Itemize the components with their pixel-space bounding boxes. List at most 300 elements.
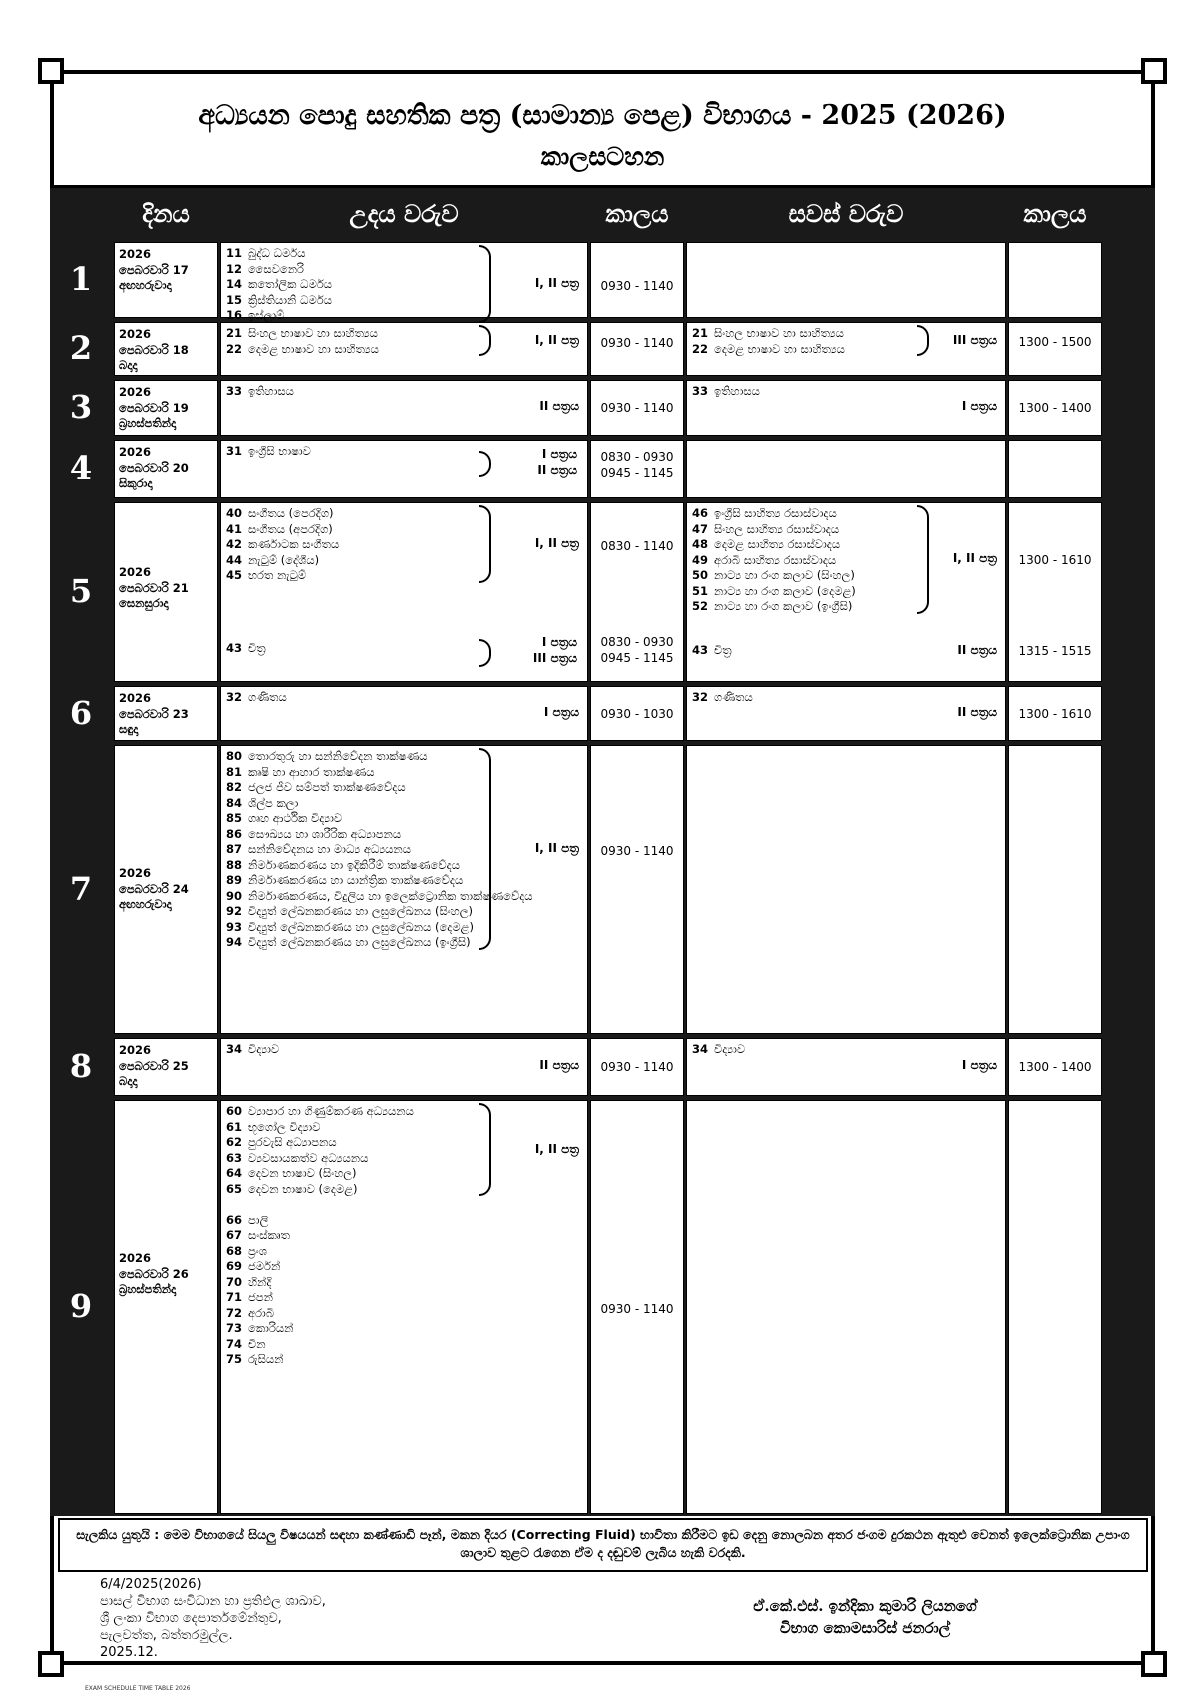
subject-item <box>226 1306 582 1322</box>
date-cell <box>114 440 218 498</box>
border-corner <box>38 1651 64 1677</box>
day-number: 1 <box>69 260 93 298</box>
date-line: පෙබරවාරි 20 <box>119 460 189 475</box>
date-cell <box>114 242 218 318</box>
subject-item <box>226 506 582 522</box>
subject-code: 90 <box>226 888 243 903</box>
brace-mark <box>479 1103 491 1196</box>
morning-subjects <box>220 1100 588 1514</box>
subject-name: දෙමළ භාෂාව හා සාහිත්‍යය <box>714 341 845 356</box>
subject-code: 68 <box>226 1243 243 1258</box>
subject-name: දෙමළ සාහිත්‍ය රසාස්වාදය <box>714 537 841 551</box>
subject-code: 45 <box>226 568 243 582</box>
afternoon-time <box>1008 1100 1102 1514</box>
subject-item <box>226 904 582 920</box>
subject-code: 43 <box>226 641 243 655</box>
subject-name: සිංහල සාහිත්‍ය රසාස්වාදය <box>714 521 840 536</box>
date-line: 2026 <box>119 327 152 341</box>
date-line: 2026 <box>119 1043 152 1057</box>
date-cell <box>114 380 218 436</box>
date-line: සඳුදා <box>119 722 139 736</box>
subject-item <box>692 584 1000 600</box>
paper-label: I පත්‍රය <box>541 447 577 461</box>
signatory-name: ඒ.කේ.එස්. ඉන්දිකා කුමාරි ලියනගේ <box>753 1597 977 1615</box>
title-block <box>50 70 1155 188</box>
subject-code: 75 <box>226 1352 243 1366</box>
subject-code: 65 <box>226 1181 243 1196</box>
subject-item <box>226 796 582 812</box>
afternoon-subjects <box>686 686 1006 741</box>
subject-item <box>692 599 1000 615</box>
subject-item <box>226 1337 582 1353</box>
table-row <box>50 1036 1155 1098</box>
morning-time <box>590 502 684 682</box>
subject-item <box>226 384 582 400</box>
subject-code: 15 <box>226 292 243 307</box>
subject-name: දෙවන භාෂාව (සිංහල) <box>248 1166 357 1180</box>
date-line: බදාදා <box>119 1074 138 1088</box>
subject-name: භරත නැටුම් <box>248 568 307 582</box>
afternoon-time <box>1008 745 1102 1034</box>
brace-mark <box>479 505 491 583</box>
subject-name: සෞඛ්‍යය හා ශාරීරික අධ්‍යාපනය <box>248 826 402 841</box>
paper-label: I පත්‍රය <box>543 704 579 719</box>
subject-name: පාලි <box>248 1212 269 1227</box>
afternoon-subjects <box>686 440 1006 498</box>
subject-item <box>226 641 266 657</box>
date-line: 2026 <box>119 691 152 705</box>
subject-item <box>226 1244 582 1260</box>
spacer <box>226 1197 582 1213</box>
table-row <box>50 684 1155 743</box>
subject-name: සන්නිවේදනය හා මාධ්‍ය අධ්‍යයනය <box>248 842 412 856</box>
afternoon-subjects <box>686 380 1006 436</box>
subject-name: නාට්‍ය හා රංග කලාව (සිංහල) <box>714 568 855 582</box>
exam-time: 0830 - 1140 <box>600 538 674 553</box>
subject-name: ප්‍රංශ <box>248 1243 267 1258</box>
subject-code: 46 <box>692 506 709 520</box>
subject-code: 22 <box>692 341 709 356</box>
exam-time: 0930 - 1140 <box>600 401 674 415</box>
subject-item <box>226 842 582 858</box>
table-row <box>50 240 1155 320</box>
subject-item <box>226 811 582 827</box>
date-line: 2026 <box>119 1251 152 1265</box>
subject-code: 22 <box>226 341 243 356</box>
subject-code: 52 <box>692 599 709 613</box>
exam-time: 1300 - 1400 <box>1018 401 1092 415</box>
exam-time: 1300 - 1610 <box>1018 706 1092 721</box>
subject-name: කතෝලික ධර්මය <box>248 277 333 291</box>
brace-mark <box>479 245 491 323</box>
subject-item <box>226 262 582 278</box>
subject-name: සෛවනෙරි <box>248 261 304 276</box>
date-cell <box>114 502 218 682</box>
subject-code: 21 <box>226 326 243 340</box>
exam-time: 1315 - 1515 <box>1018 644 1092 658</box>
afternoon-time <box>1008 1038 1102 1096</box>
afternoon-time <box>1008 242 1102 318</box>
subject-item <box>226 935 582 951</box>
subject-name: විද්‍යුත් ලේඛනකරණය හා ලඝුලේඛනය (ඉංග්‍රීසි) <box>248 935 471 949</box>
subject-item <box>226 1166 582 1182</box>
subject-name: අරාබි සාහිත්‍ය රසාස්වාදය <box>714 552 837 567</box>
morning-subjects <box>220 380 588 436</box>
date-line: පෙබරවාරි 18 <box>119 342 189 357</box>
subject-name: විද්‍යුත් ලේඛනකරණය හා ලඝුලේඛනය (සිංහල) <box>248 904 473 918</box>
subject-name: සිංහල භාෂාව හා සාහිත්‍යය <box>714 326 844 340</box>
morning-subjects <box>220 322 588 376</box>
subject-item <box>226 1042 582 1058</box>
subject-item <box>226 1321 582 1337</box>
subject-code: 74 <box>226 1336 243 1351</box>
subject-name: දෙමළ භාෂාව හා සාහිත්‍යය <box>248 341 379 356</box>
paper-label: I, II පත්‍ර <box>534 535 579 550</box>
subject-item <box>226 1228 582 1244</box>
subject-name: චිත්‍ර <box>248 641 266 655</box>
subject-name: නාට්‍ය හා රංග කලාව (ඉංග්‍රීසි) <box>714 599 853 613</box>
subject-code: 81 <box>226 764 243 779</box>
date-cell <box>114 1038 218 1096</box>
afternoon-subjects <box>686 322 1006 376</box>
subject-name: විද්‍යුත් ලේඛනකරණය හා ලඝුලේඛනය (දෙමළ) <box>248 919 474 934</box>
date-line: 2026 <box>119 445 152 459</box>
subject-item <box>226 1182 582 1198</box>
exam-time: 0930 - 1140 <box>600 278 674 293</box>
subject-code: 50 <box>692 568 709 582</box>
subject-item <box>226 1104 582 1120</box>
subject-item <box>226 780 582 796</box>
morning-subjects <box>220 242 588 322</box>
address-line: 6/4/2025(2026) <box>100 1577 202 1592</box>
col-header-time: කාලය <box>1023 199 1087 228</box>
subject-code: 72 <box>226 1305 243 1320</box>
subject-item <box>226 690 582 706</box>
afternoon-time <box>1008 322 1102 376</box>
subject-code: 34 <box>226 1042 243 1056</box>
exam-time: 0930 - 1140 <box>600 843 674 858</box>
address-line: පාසල් විභාග සංවිධාන හා ප්‍රතිඵල ශාඛාව, <box>100 1594 326 1609</box>
afternoon-subjects <box>686 1100 1006 1514</box>
subject-item <box>226 765 582 781</box>
subject-name: විද්‍යාව <box>714 1042 746 1056</box>
subject-name: ක්‍රිස්තියානි ධර්මය <box>248 292 332 307</box>
issuer-address <box>100 1576 326 1661</box>
paper-label: I, II පත්‍ර <box>534 1141 579 1156</box>
date-line: 2026 <box>119 385 152 399</box>
paper-label: II පත්‍රය <box>539 399 579 413</box>
paper-label: I, II පත්‍ර <box>534 275 579 290</box>
table-row <box>50 1098 1155 1516</box>
subject-name: නිර්මාණකරණය, විදුලිය හා ඉලෙක්ට්‍රොනික තාක්ෂණවේදය <box>248 888 533 903</box>
subject-code: 33 <box>692 384 709 398</box>
morning-subjects <box>220 502 588 682</box>
table-row <box>50 500 1155 684</box>
subject-code: 42 <box>226 537 243 551</box>
exam-time: 0930 - 1140 <box>600 1302 674 1316</box>
subject-code: 64 <box>226 1166 243 1180</box>
subject-name: සංගීතය (පෙරදිග) <box>248 506 334 520</box>
paper-label: II පත්‍රය <box>957 704 997 719</box>
paper-label: II පත්‍රය <box>539 1058 579 1072</box>
date-cell <box>114 745 218 1034</box>
paper-label: II පත්‍රය <box>537 463 577 477</box>
paper-label: II පත්‍රය <box>957 643 997 657</box>
subject-name: පුරවැසි අධ්‍යාපනය <box>248 1135 337 1149</box>
subject-code: 41 <box>226 521 243 536</box>
signature-block <box>700 1595 1030 1639</box>
date-line: පෙබරවාරි 19 <box>119 400 189 415</box>
subject-code: 88 <box>226 857 243 872</box>
afternoon-subjects <box>686 502 1006 682</box>
subject-item <box>692 1042 1000 1058</box>
subject-code: 11 <box>226 246 243 260</box>
subject-code: 33 <box>226 384 243 398</box>
subject-code: 49 <box>692 552 709 567</box>
subject-name: සංගීතය (අපරදිග) <box>248 521 333 536</box>
address-line: පැලවත්ත, බත්තරමුල්ල. <box>100 1628 233 1643</box>
brace-mark <box>917 505 929 614</box>
subject-name: අරාබි <box>248 1305 275 1320</box>
subject-code: 70 <box>226 1274 243 1289</box>
day-number: 6 <box>69 693 93 732</box>
subject-code: 14 <box>226 277 243 291</box>
exam-time: 0930 - 1140 <box>600 1060 674 1074</box>
subject-name: සිංහල භාෂාව හා සාහිත්‍යය <box>248 326 378 340</box>
col-header-day: දිනය <box>142 199 190 228</box>
paper-label: I, II පත්‍ර <box>534 332 579 347</box>
subject-item <box>226 1151 582 1167</box>
date-line: බ්‍රහස්පතින්දා <box>119 1282 177 1296</box>
subject-item <box>226 1275 582 1291</box>
date-line: පෙබරවාරි 17 <box>119 262 189 277</box>
subject-code: 92 <box>226 904 243 918</box>
subject-code: 86 <box>226 826 243 841</box>
subject-code: 51 <box>692 583 709 598</box>
subject-item <box>692 506 1000 522</box>
subject-name: ගණිතය <box>248 690 287 704</box>
print-footnote: EXAM SCHEDULE TIME TABLE 2026 <box>85 1685 191 1692</box>
morning-time <box>590 242 684 318</box>
subject-code: 85 <box>226 811 243 825</box>
exam-time: 0830 - 0930 <box>600 635 674 649</box>
signatory-title: විභාග කොමසාරිස් ජනරාල් <box>779 1619 951 1637</box>
date-line: පෙබරවාරි 21 <box>119 580 189 595</box>
subject-code: 48 <box>692 537 709 551</box>
subject-code: 61 <box>226 1119 243 1134</box>
subject-item <box>226 522 582 538</box>
paper-label: I, II පත්‍ර <box>952 551 997 566</box>
subject-code: 87 <box>226 842 243 856</box>
paper-label: I, II පත්‍ර <box>534 840 579 855</box>
address-line: ශ්‍රී ලංකා විභාග දෙපාර්තමේන්තුව, <box>100 1611 282 1626</box>
morning-time <box>590 686 684 741</box>
date-line: 2026 <box>119 565 152 579</box>
subject-name: ඉස්ලාම් <box>248 308 285 322</box>
day-number: 8 <box>69 1047 93 1085</box>
subject-code: 73 <box>226 1321 243 1335</box>
subject-item <box>692 643 732 659</box>
subject-item <box>226 537 582 553</box>
date-line: අඟහරුවාදා <box>119 897 172 911</box>
subject-code: 66 <box>226 1212 243 1227</box>
subject-name: බුද්ධ ධර්මය <box>248 246 306 260</box>
exam-time: 0945 - 1145 <box>600 466 674 480</box>
date-line: පෙබරවාරි 25 <box>119 1058 189 1073</box>
subject-item <box>226 1135 582 1151</box>
afternoon-subjects <box>686 242 1006 318</box>
subject-name: තොරතුරු හා සන්නිවේදන තාක්ෂණය <box>248 749 428 763</box>
subject-item <box>226 827 582 843</box>
border-corner <box>1141 1651 1167 1677</box>
subject-name: ඉංග්‍රීසි සාහිත්‍ය රසාස්වාදය <box>714 506 837 520</box>
subject-item <box>692 522 1000 538</box>
day-number: 7 <box>69 869 93 908</box>
subject-name: චිත්‍ර <box>714 643 732 657</box>
subject-code: 69 <box>226 1259 243 1273</box>
subject-code: 47 <box>692 521 709 536</box>
date-line: පෙබරවාරි 24 <box>119 881 189 896</box>
subject-item <box>226 326 582 342</box>
subject-item <box>692 690 1000 706</box>
subject-code: 21 <box>692 326 709 340</box>
morning-time <box>590 1038 684 1096</box>
table-row <box>50 378 1155 438</box>
subject-name: ගෘහ ආර්ථික විද්‍යාව <box>248 811 343 825</box>
subject-code: 63 <box>226 1150 243 1165</box>
address-line: 2025.12. <box>100 1645 158 1660</box>
subject-item <box>226 1213 582 1229</box>
brace-mark <box>479 639 491 667</box>
subject-name: ජලජ ජීව සම්පත් තාක්ෂණවේදය <box>248 780 406 794</box>
date-cell <box>114 1100 218 1514</box>
paper-label: III පත්‍රය <box>532 651 577 665</box>
col-header-afternoon: සවස් වරුව <box>788 199 904 228</box>
subject-code: 16 <box>226 308 243 322</box>
exam-time: 0930 - 1030 <box>600 706 674 721</box>
subject-code: 94 <box>226 935 243 949</box>
exam-time: 1300 - 1500 <box>1018 334 1092 349</box>
afternoon-subjects <box>686 745 1006 1034</box>
brace-mark <box>479 748 491 950</box>
subject-item <box>226 889 582 905</box>
subject-item <box>226 293 582 309</box>
subject-name: ඉංග්‍රීසි භාෂාව <box>248 444 311 458</box>
subject-name: සංස්කෘත <box>248 1228 290 1242</box>
exam-time: 1300 - 1610 <box>1018 553 1092 568</box>
morning-time <box>590 440 684 498</box>
morning-time <box>590 1100 684 1514</box>
afternoon-time <box>1008 686 1102 741</box>
subject-name: නිර්මාණකරණය හා යාන්ත්‍රික තාක්ෂණවේදය <box>248 873 464 887</box>
subject-item <box>226 873 582 889</box>
date-line: අඟහරුවාදා <box>119 278 172 292</box>
exam-note: සැලකිය යුතුයි : මෙම විභාගයේ සියලු විෂයයන් සඳහා කණ්ණාඩි පෑන්, මකන දියර (Correcting Fluid) භාවිතා කිරීමට ඉඩ දෙනු නොලබන අතර ජංගම දුරකථන ඇතුළු වෙනත් ඉලෙක්ට්‍රොනික උපාංග ශාලාව තුළට රැගෙන ඒම ද දඬුවම් ලැබිය හැකි වරදකි. <box>58 1518 1148 1572</box>
subject-name: ඉතිහාසය <box>714 384 760 398</box>
subject-code: 71 <box>226 1290 243 1304</box>
day-number: 5 <box>69 572 93 610</box>
subject-item <box>226 277 582 293</box>
afternoon-time <box>1008 380 1102 436</box>
page-subtitle: කාලසටහන <box>540 142 665 171</box>
date-line: පෙබරවාරි 23 <box>119 706 189 721</box>
subject-name: රුසියන් <box>248 1352 284 1366</box>
subject-name: නැටුම් (දේශීය) <box>248 552 320 567</box>
subject-code: 32 <box>692 690 709 704</box>
afternoon-time <box>1008 440 1102 498</box>
subject-code: 44 <box>226 552 243 567</box>
date-line: බ්‍රහස්පතින්දා <box>119 416 177 430</box>
subject-name: නිර්මාණකරණය හා ඉදිකිරීම් තාක්ෂණවේදය <box>248 857 461 872</box>
day-number: 2 <box>69 329 93 367</box>
subject-name: කර්ණාටක සංගීතය <box>248 537 340 551</box>
subject-code: 62 <box>226 1135 243 1149</box>
exam-time: 0830 - 0930 <box>600 450 674 464</box>
day-number: 4 <box>69 449 93 487</box>
subject-item <box>226 553 582 569</box>
exam-time: 1300 - 1400 <box>1018 1060 1092 1074</box>
subject-name: භූගෝල විද්‍යාව <box>248 1119 321 1134</box>
subject-code: 67 <box>226 1228 243 1242</box>
morning-subjects <box>220 745 588 1034</box>
exam-time: 0945 - 1145 <box>600 651 674 665</box>
subject-code: 31 <box>226 444 243 458</box>
col-header-morning: උදය වරුව <box>349 199 459 228</box>
date-line: සිකුරාදා <box>119 476 153 490</box>
page-title: අධ්‍යයන පොදු සහතික පත්‍ර (සාමාන්‍ය පෙළ) විභාගය - 2025 (2026) <box>198 100 1007 131</box>
date-line: 2026 <box>119 247 152 261</box>
paper-label: I පත්‍රය <box>961 399 997 413</box>
subject-item <box>226 1352 582 1368</box>
afternoon-subjects <box>686 1038 1006 1096</box>
subject-code: 93 <box>226 919 243 934</box>
subject-item <box>692 384 1000 400</box>
table-row <box>50 320 1155 378</box>
morning-time <box>590 322 684 376</box>
subject-code: 12 <box>226 261 243 276</box>
subject-name: දෙවන භාෂාව (දෙමළ) <box>248 1181 358 1196</box>
subject-item <box>226 568 582 584</box>
subject-name: ජර්මන් <box>248 1259 281 1273</box>
col-header-time: කාලය <box>605 199 669 228</box>
subject-name: ජපන් <box>248 1290 273 1304</box>
subject-item <box>692 537 1000 553</box>
table-row <box>50 743 1155 1036</box>
subject-name: හින්දි <box>248 1274 272 1289</box>
morning-subjects <box>220 440 588 498</box>
subject-name: ව්‍යාපාර හා ගිණුම්කරණ අධ්‍යයනය <box>248 1104 414 1118</box>
paper-label: I පත්‍රය <box>961 1058 997 1072</box>
paper-label: III පත්‍රය <box>952 332 997 347</box>
date-line: බදාදා <box>119 358 138 372</box>
subject-code: 32 <box>226 690 243 704</box>
subject-name: ව්‍යවසායකත්ව අධ්‍යයනය <box>248 1150 369 1165</box>
morning-time <box>590 380 684 436</box>
day-number: 9 <box>69 1287 93 1325</box>
subject-code: 89 <box>226 873 243 887</box>
subject-item <box>226 1290 582 1306</box>
subject-item <box>226 1120 582 1136</box>
subject-code: 82 <box>226 780 243 794</box>
subject-name: ගණිතය <box>714 690 753 704</box>
date-cell <box>114 686 218 741</box>
date-line: 2026 <box>119 866 152 880</box>
subject-code: 34 <box>692 1042 709 1056</box>
subject-name: විද්‍යාව <box>248 1042 280 1056</box>
date-cell <box>114 322 218 376</box>
subject-item <box>226 920 582 936</box>
subject-item <box>226 749 582 765</box>
